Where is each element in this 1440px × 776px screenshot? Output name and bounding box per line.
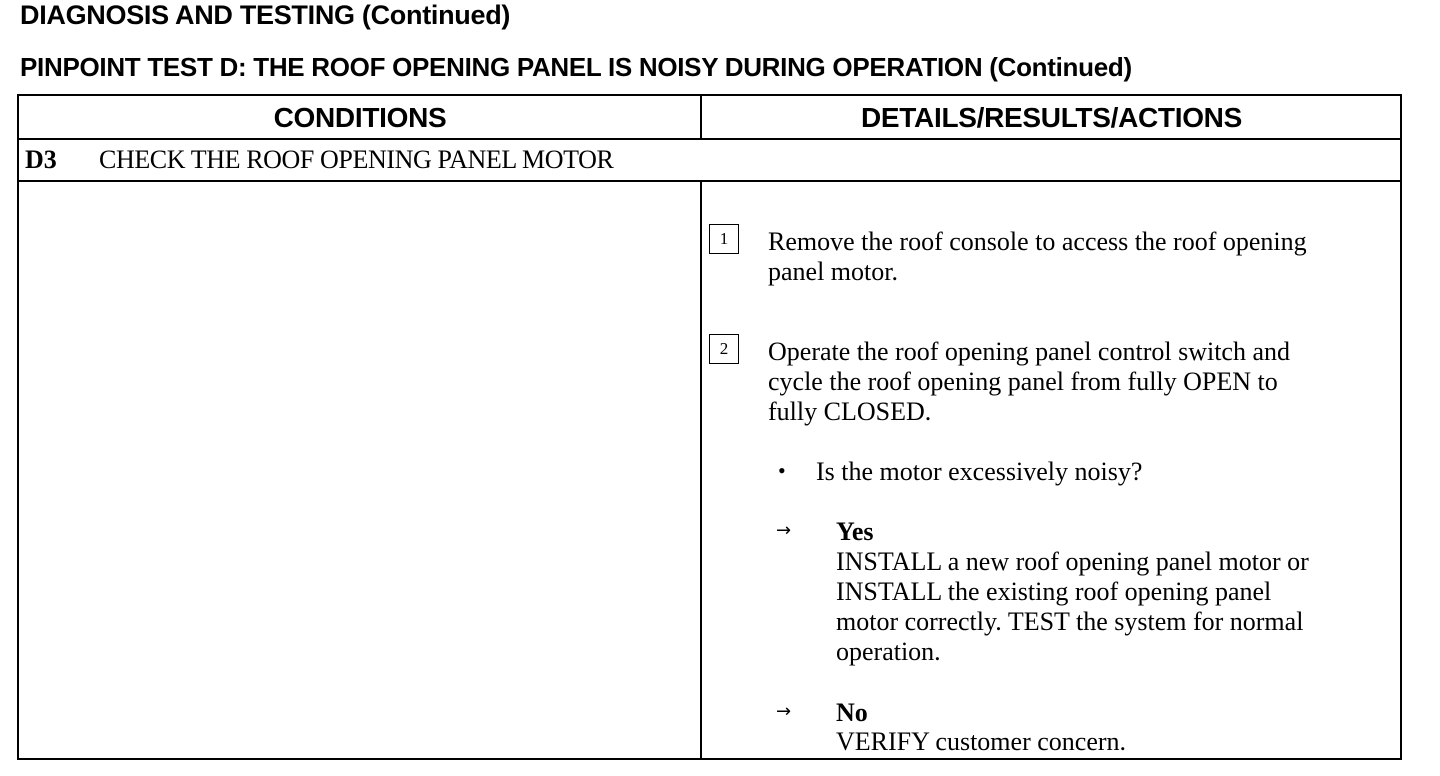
details-column-header: DETAILS/RESULTS/ACTIONS	[861, 102, 1242, 133]
question-text: Is the motor excessively noisy?	[816, 457, 1143, 486]
action-text-line: panel motor.	[768, 257, 898, 286]
action-number-box: 2	[709, 334, 739, 364]
result-text-line: VERIFY customer concern.	[836, 727, 1127, 756]
result-text-line: INSTALL the existing roof opening panel	[836, 577, 1272, 606]
conditions-cell	[19, 182, 700, 758]
table-header-row	[19, 96, 1400, 140]
column-divider	[700, 96, 702, 138]
page-title: DIAGNOSIS AND TESTING (Continued)	[20, 0, 511, 30]
result-text-line: motor correctly. TEST the system for normal	[836, 607, 1304, 636]
action-text-line: Remove the roof console to access the roof opening	[768, 227, 1307, 256]
details-cell	[702, 182, 1400, 758]
arrow-right-icon: →	[776, 701, 792, 722]
action-number-box: 1	[709, 224, 739, 254]
result-label-yes: Yes	[836, 517, 874, 546]
pinpoint-test-title: PINPOINT TEST D: THE ROOF OPENING PANEL IS NOISY DURING OPERATION (Continued)	[20, 52, 1132, 82]
result-label-no: No	[836, 698, 868, 727]
result-text-line: operation.	[836, 637, 941, 666]
result-text-line: INSTALL a new roof opening panel motor or	[836, 547, 1309, 576]
action-text-line: fully CLOSED.	[768, 397, 932, 426]
action-text-line: cycle the roof opening panel from fully OPEN to	[768, 367, 1278, 396]
pinpoint-test-table	[17, 94, 1402, 760]
step-title: CHECK THE ROOF OPENING PANEL MOTOR	[99, 145, 614, 174]
arrow-right-icon: →	[776, 520, 792, 541]
step-id: D3	[25, 145, 57, 174]
conditions-column-header: CONDITIONS	[273, 102, 447, 133]
bullet-icon: •	[778, 458, 786, 483]
action-text-line: Operate the roof opening panel control switch and	[768, 337, 1290, 366]
step-row	[19, 140, 1400, 182]
